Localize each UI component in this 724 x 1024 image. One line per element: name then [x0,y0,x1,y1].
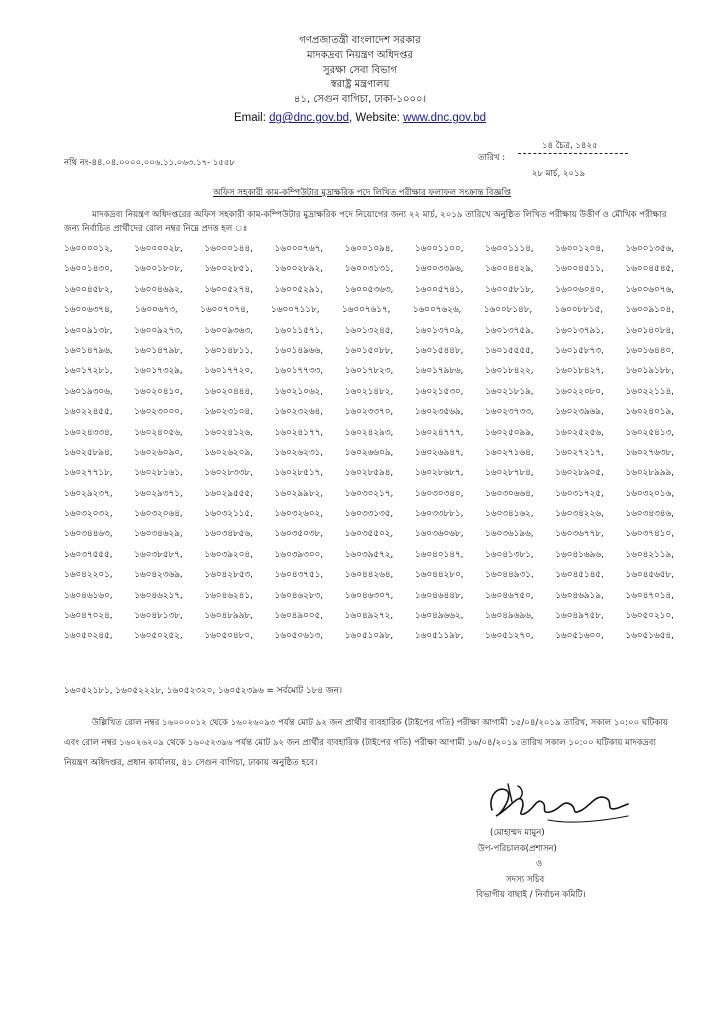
roll-number: ১৬০৩৩১৩৫, [344,509,394,520]
roll-number: ১৬০৪৪৯৩১, [485,570,534,581]
intro-paragraph: মাদকদ্রব্য নিয়ন্ত্রণ অধিদপ্তরের অফিস সহকারী কাম-কম্পিউটার মুদ্রাক্ষরিক পদে নিয়োগের জন্য ২২ মার্চ, ২০১৯ তারিখে অনুষ্ঠিত লিখিত পরীক্ষায় উত্তীর্ণ ও মৌখিক পরীক্ষার জন্য নির্বাচিত প্রার্থীদের রোল নম্বর নিম্নে প্রদত্ত হল ঃ [64,210,667,234]
contact-line [150,112,570,124]
roll-row [64,300,674,320]
roll-number: ১৬০২১৫৩০, [414,386,464,397]
roll-number: ১৬০৫১২৭০, [485,631,534,642]
roll-number: ১৬০৪৬৯১৯, [555,590,604,601]
roll-number: ১৬০১৭৮২৩, [344,366,394,377]
roll-row [64,402,674,422]
roll-number: ১৬০০৩৩৯৬, [414,264,464,275]
roll-number: ১৬০২৮৫৯৪, [344,468,394,479]
roll-number: ১৬০২৩৯৬৯, [555,407,604,418]
roll-number: ১৬০০৬৩৭৪, [64,305,113,316]
roll-number-list [64,239,674,647]
roll-number: ১৬০৪৪২৮০, [414,570,464,581]
roll-number: ১৬০০৪৬৯২, [134,284,183,295]
roll-number: ১৬০০৮৮১৫, [554,305,604,316]
roll-number: ১৬০৫০২১০, [625,611,674,622]
roll-number: ১৬০৪৭০১৪, [625,590,674,601]
roll-number: ১৬০২৭৭১৮, [64,468,113,479]
roll-row [64,280,674,300]
roll-number: ১৬০০১১১৪, [485,244,534,254]
roll-number: ১৬০১৩২৪৫, [344,325,394,336]
roll-number: ১৬০২৯৩৭১, [134,488,183,499]
roll-number: ১৬০৩০৬৬৪, [485,488,534,499]
website-label: , Website: [349,112,404,124]
roll-number: ১৬০২৪৩৩৪, [64,427,113,438]
roll-row [64,626,674,646]
roll-number: ১৬০০৪৪২৯, [485,264,534,275]
roll-number: ১৬০২৬২৩১, [274,447,324,458]
roll-number: ১৬০১৪৭৯৮, [134,345,183,356]
roll-number: ১৬০১৭২৮১, [64,366,113,377]
roll-number: ১৬০১৪৮১১, [204,345,253,356]
roll-number: ১৬০১৫৫৫৫, [485,345,534,356]
roll-number: ১৬০০৬০৪০, [555,284,604,295]
roll-last-row: ১৬০৫২১৮১, ১৬০৫২২২৮, ১৬০৫২৩২০, ১৬০৫২৩৯৬ = সর্বমোট ১৮৪ জন। [64,686,343,696]
roll-number: ১৬০১৫৪৪৮, [414,345,464,356]
roll-number: ১৬০৪৩৭৫১, [274,570,324,581]
roll-number: ১৬০৪২৮৫৩, [204,570,253,581]
roll-number: ১৬০৩৪৮৫৬, [204,529,253,540]
roll-number: ১৬০৪৬২৮৩, [274,590,324,601]
roll-number: ১৬০২৯৫৫৫, [204,488,253,499]
signatory-block [470,826,650,904]
roll-number: ১৬০২৪১২৬, [204,427,253,438]
roll-number: ১৬০৪২১১৯, [625,549,674,560]
roll-number: ১৬০২৭১৬৪, [485,447,534,458]
roll-number: ১৬০১৮৪২২, [485,366,534,377]
roll-row [64,565,674,585]
roll-number: ১৬০০৫৭৪১, [414,284,464,295]
roll-number: ১৬০১৭৭২০, [204,366,253,377]
roll-number: ১৬০৩২০১৬, [625,488,674,499]
roll-row [64,586,674,606]
website-link[interactable]: www.dnc.gov.bd [403,112,487,124]
roll-number: ১৬০২৫৪১৩, [625,427,674,438]
roll-number: ১৬০০৫২৯১, [274,284,324,295]
roll-number: ১৬০২৬০৯০, [134,447,183,458]
roll-number: ১৬০৪৬৩০৭, [344,590,394,601]
roll-number: ১৬০০১৮০৮, [134,264,183,275]
roll-row [64,524,674,544]
roll-number: ১৬০৪২৩৬৯, [134,570,183,581]
roll-number: ১৬০২০৪৪৪, [204,386,253,397]
roll-number: ১৬০১৭৭৩৩, [274,366,324,377]
roll-number: ১৬০২২৪৫৫, [64,407,113,418]
roll-number: ১৬০০০০২৮, [134,244,183,254]
roll-number: ১৬০২৪২৯৩, [344,427,394,438]
roll-number: ১৬০১৪৭৯৬, [64,345,113,356]
roll-number: ১৬০০১২০৪, [555,244,604,254]
roll-number: ১৬০০৯১০৪, [625,305,674,316]
roll-number: ১৬০০২৮৯২, [274,264,324,275]
roll-number: ১৬০২৬২০৯, [204,447,253,458]
signer-role: সদস্য সচিব [506,874,545,885]
date-english: ২৮ মার্চ, ২০১৯ [532,169,586,179]
roll-number: ১৬০২৩০০০, [134,407,183,418]
roll-number: ১৬০৫১১৯৮, [414,631,464,642]
roll-number: ১৬০৫০২৪৫, [64,631,113,642]
roll-number: ১৬০৪৪২৬৪, [344,570,394,581]
roll-number: ১৬০০৯৩৬৩, [204,325,253,336]
roll-number: ১৬০০১৪৩০, [64,264,113,275]
roll-number: ১৬০৪৯৬৯৬, [485,611,534,622]
roll-number: ১৬০৩৭৪১০, [625,529,674,540]
roll-number: ১৬০৩৮৫৮৭, [134,549,183,560]
roll-number: ১৬০২৪১৭৭, [274,427,324,438]
roll-number: ১৬০১৭৩২৯, [134,366,183,377]
roll-number: ১৬০২৮৬৮৭, [414,468,464,479]
roll-number: ১৬০০৭১১৮, [271,305,320,316]
roll-number: ১৬০০১১০০, [414,244,464,254]
roll-number: ১৬০৩২০৬৪, [134,509,183,520]
roll-number: ১৬০২৩২৬৪, [274,407,324,418]
roll-number: ১৬০৩৯৫৭২, [344,549,394,560]
roll-row [64,321,674,341]
roll-number: ১৬০২৯২৩৭, [64,488,113,499]
roll-row [64,606,674,626]
roll-number: ১৬০২৩৫৬৯, [414,407,464,418]
roll-number: ১৬০০০০১২, [64,244,113,254]
roll-number: ১৬০২১৮১৯, [485,386,534,397]
roll-number: ১৬০৩৭৫৫৫, [64,549,113,560]
roll-number: ১৬০১১৫৭১, [274,325,324,336]
roll-number: ১৬০০৭০৭৪, [200,305,249,316]
header-line-5: ৪১, সেগুন বাগিচা, ঢাকা-১০০০। [293,94,427,106]
roll-number: ১৬০১৪০৮৪, [625,325,674,336]
roll-number: ১৬০০৫৮১৮, [485,284,534,295]
roll-number: ১৬০২৮৭৮৪, [485,468,534,479]
roll-number: ১৬০০৫৩৬৩, [344,284,394,295]
roll-number: ১৬০০৯১৩৮, [64,325,113,336]
roll-number: ১৬০০০১৪৪, [204,244,253,254]
roll-number: ১৬০০৪৫১১, [555,264,604,275]
roll-number: ১৬০২৮৩৩৮, [204,468,253,479]
memo-number: নথি নং-৪৪.০৪.০০০০.০০৬.১১.০৬৩.১৭- ১৫৫৮ [64,158,235,168]
roll-row [64,341,674,361]
roll-number: ১৬০১৬৪৪০, [625,345,674,356]
roll-number: ১৬০৪৬৭৫০, [485,590,534,601]
roll-number: ১৬০২৭৬৩৮, [625,447,674,458]
signer-name: (মোহাম্মদ মামুন) [490,828,545,838]
roll-number: ১৬০৪১৩৮১, [485,549,534,560]
roll-number: ১৬০৩৪২২৬, [555,509,604,520]
roll-number: ১৬০৪৮৯৯৮, [204,611,253,622]
email-label: Email: [233,112,270,124]
roll-number: ১৬০৪৬৪৪৮, [414,590,464,601]
roll-number: ১৬০২৩৩৭০, [344,407,394,418]
roll-number: ১৬০২৪০১৯, [625,407,674,418]
roll-number: ১৬০০৭৬১৭, [341,305,391,316]
roll-number: ১৬০২৮৯৯৯, [625,468,674,479]
roll-number: ১৬০৩৯৩০০, [274,549,324,560]
roll-number: ১৬০৫১০৯৮, [344,631,394,642]
roll-number: ১৬০৩৪৬২৯, [134,529,183,540]
roll-row [64,463,674,483]
roll-number: ১৬০২৫০৯৯, [485,427,534,438]
roll-number: ১৬০২২০৮০, [555,386,604,397]
roll-number: ১৬০২৯৯৮২, [274,488,324,499]
roll-number: ১৬০৪৫৬৫৮, [625,570,674,581]
roll-number: ১৬০৪৯৬৬২, [414,611,464,622]
roll-number: ১৬০২৬৬০৯, [344,447,394,458]
roll-number: ১৬০০৮১৪৮, [483,305,533,316]
roll-number: ১৬০৩০২১৭, [344,488,394,499]
roll-number: ১৬০২০৪১০, [134,386,183,397]
roll-number: ১৬০০৬৭৩, [134,305,178,316]
signer-committee: বিভাগীয় বাছাই / নির্বাচন কমিটি। [476,890,586,900]
roll-number: ১৬০৩৪৪৬৩, [64,529,113,540]
roll-number: ১৬০২৭২১৭, [555,447,604,458]
date-bengali: ১৪ চৈত্র, ১৪২৫ [542,141,598,151]
roll-number: ১৬০৩১৭২৫, [555,488,604,499]
roll-number: ১৬০৩৫৫০২, [344,529,394,540]
roll-number: ১৬০৫১৬০০, [555,631,604,642]
roll-number: ১৬০০৯২৭৩, [134,325,183,336]
closing-paragraph: উল্লিখিত রোল নম্বর ১৬০০০০১২ থেকে ১৬০২৬০৯৩ পর্যন্ত মোট ৯২ জন প্রার্থীর ব্যবহারিক (টাইপের গতি) পরীক্ষা আগামী ১৫/০৪/২০১৯ তারিখ, সকাল ১০:০০ ঘটিকায় এবং রোল নম্বর ১৬০২৬২০৯ থেকে ১৬০৫২৩৯৬ পর্যন্ত মোট ৯২ জন প্রার্থীর ব্যবহারিক (টাইপের গতি) পরীক্ষা আগামী ১৬/০৪/২০১৯ তারিখ সকাল ১০:০০ ঘটিকায় মাদকদ্রব্য নিয়ন্ত্রণ অধিদপ্তর, প্রধান কার্যালয়, ৪১ সেগুন বাগিচা, ঢাকায় অনুষ্ঠিত হবে। [64,718,668,768]
signer-conjunction: ও [536,859,543,869]
roll-number: ১৬০১৫০৮৮, [344,345,394,356]
header-line-4: স্বরাষ্ট্র মন্ত্রণালয় [330,79,390,91]
roll-number: ১৬০২৩৭৩৩, [485,407,534,418]
roll-row [64,484,674,504]
roll-row [64,361,674,381]
signer-title: উপ-পরিচালক(প্রশাসন) [478,843,557,854]
roll-number: ১৬০৩৯২০৪, [204,549,253,560]
roll-number: ১৬০২৮৫১৭, [274,468,324,479]
roll-number: ১৬০৩৪৩৪৬, [625,509,674,520]
roll-number: ১৬০২১০৬২, [274,386,324,397]
roll-number: ১৬০০০৭৬৭, [274,244,324,254]
roll-number: ১৬০৩৬১৯৬, [485,529,534,540]
roll-number: ১৬০১৩৭৫৯, [485,325,534,336]
roll-number: ১৬০৩৬০৬৮, [414,529,464,540]
date-label: তারিখ : [478,153,506,163]
roll-number: ১৬০৫০৬১৩, [274,631,324,642]
roll-number: ১৬০২৪০৫৬, [134,427,183,438]
date-divider [518,153,628,154]
header-line-3: সুরক্ষা সেবা বিভাগ [323,64,397,76]
notice-subject [0,186,724,200]
roll-number: ১৬০৪২২০১, [64,570,113,581]
roll-number: ১৬০২৫২৫৬, [555,427,604,438]
roll-number: ১৬০১৯৩০৬, [64,386,113,397]
roll-number: ১৬০১৩৭৯১, [555,325,604,336]
roll-number: ১৬০৩৫০৩৮, [274,529,324,540]
roll-number: ১৬০৪৮১৩৮, [134,611,183,622]
roll-row [64,382,674,402]
office-header [150,34,570,108]
roll-number: ১৬০৩৪১৬২, [485,509,534,520]
roll-number: ১৬০৩০৩৪০, [414,488,464,499]
roll-number: ১৬০৫০২৫২, [134,631,183,642]
roll-number: ১৬০১৮৪২৭, [555,366,604,377]
roll-number: ১৬০২৩১০৪, [204,407,253,418]
roll-row [64,423,674,443]
subject-text: অফিস সহকারী কাম-কম্পিউটার মুদ্রাক্ষরিক পদে লিখিত পরীক্ষার ফলাফল সংক্রান্ত বিজ্ঞপ্তি [213,188,511,198]
roll-number: ১৬০০৩১৩১, [344,264,394,275]
roll-number: ১৬০২৮১৬১, [134,468,183,479]
roll-number: ১৬০৪৯৭৫৮, [555,611,604,622]
signature-image [478,780,638,828]
roll-number: ১৬০০১৩৫৬, [625,244,674,254]
roll-number: ১৬০২২১১৪, [625,386,674,397]
roll-number: ১৬০০২৮৫১, [204,264,253,275]
header-line-1: গণপ্রজাতন্ত্রী বাংলাদেশ সরকার [299,35,421,46]
roll-number: ১৬০০৫২৭৪, [204,284,253,295]
roll-number: ১৬০১৭৯৮৬, [414,366,464,377]
roll-row [64,504,674,524]
roll-number: ১৬০৪৬২১৭, [134,590,183,601]
roll-number: ১৬০৩৬৭৭৮, [555,529,604,540]
roll-number: ১৬০২১৪৮২, [344,386,394,397]
roll-number: ১৬০২৫৮৯৪, [64,447,113,458]
header-line-2: মাদকদ্রব্য নিয়ন্ত্রণ অধিদপ্তর [307,49,413,61]
roll-number: ১৬০২৬৯৪৭, [414,447,464,458]
roll-number: ১৬০৫১৬৫৪, [625,631,674,642]
roll-number: ১৬০৪৬১৬০, [64,590,113,601]
roll-number: ১৬০৪৯০০৫, [274,611,324,622]
roll-number: ১৬০৪৭০২৪, [64,611,113,622]
roll-number: ১৬০৪৯২৭২, [344,611,394,622]
roll-number: ১৬০৫০৪৮০, [204,631,253,642]
roll-number: ১৬০০৭৬২৬, [412,305,462,316]
roll-number: ১৬০৩২০৩২, [64,509,113,520]
email-link[interactable]: dg@dnc.gov.bd [269,112,350,124]
roll-number: ১৬০২৪৭৭৭, [414,427,464,438]
roll-number: ১৬০১৫৮৭৩, [555,345,604,356]
roll-row [64,239,674,259]
roll-row [64,443,674,463]
roll-number: ১৬০১৪৯৬৬, [274,345,324,356]
roll-number: ১৬০৪৬২৪১, [204,590,253,601]
roll-number: ১৬০০৪৫৮২, [64,284,113,295]
roll-number: ১৬০১৩৭০৯, [414,325,464,336]
roll-number: ১৬০২৮৯০৫, [555,468,604,479]
roll-number: ১৬০৩২১১৫, [204,509,253,520]
roll-number: ১৬০০১০৯৪, [344,244,394,254]
roll-number: ১৬০০৪৫৪৫, [625,264,674,275]
roll-number: ১৬০৩২৬০২, [274,509,324,520]
roll-number: ১৬০৪১৬৯৬, [555,549,604,560]
roll-number: ১৬০৪৫১৪৫, [555,570,604,581]
roll-row [64,259,674,279]
roll-number: ১৬০৪০১৪৭, [414,549,464,560]
roll-row [64,545,674,565]
roll-number: ১৬০৩৩৮৮১, [414,509,464,520]
roll-number: ১৬০১৯১৮৮, [625,366,674,377]
roll-number: ১৬০০৬০৭৬, [625,284,674,295]
